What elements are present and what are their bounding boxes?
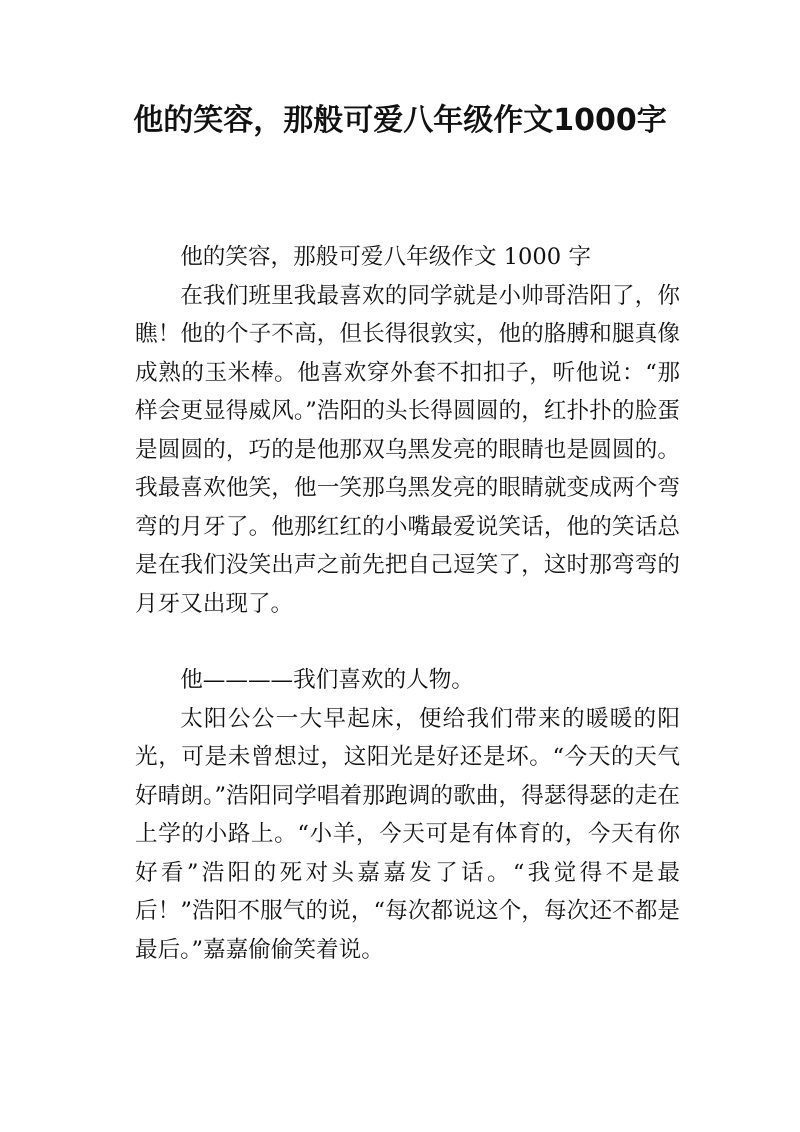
paragraph-subtitle: 他的笑容，那般可爱八年级作文 1000 字: [180, 244, 591, 270]
paragraph-story: 太阳公公一大早起床，便给我们带来的暖暖的阳光，可是未曾想过，这阳光是好还是坏。“今天的天气好晴朗。”浩阳同学唱着那跑调的歌曲，得瑟得瑟的走在上学的小路上。“小羊，今天可是有体育的，今天有你好看”浩阳的死对头嘉嘉发了话。“我觉得不是最后！”浩阳不服气的说，“每次都说这个，每次还不都是最后。”嘉嘉偷偷笑着说。: [135, 705, 680, 963]
paragraph-description: 在我们班里我最喜欢的同学就是小帅哥浩阳了，你瞧！他的个子不高，但长得很敦实，他的胳膊和腿真像成熟的玉米棒。他喜欢穿外套不扣扣子，听他说：“那样会更显得威风。”浩阳的头长得圆圆的，红扑扑的脸蛋是圆圆的，巧的是他那双乌黑发亮的眼睛也是圆圆的。我最喜欢他笑，他一笑那乌黑发亮的眼睛就变成两个弯弯的月牙了。他那红红的小嘴最爱说笑话，他的笑话总是在我们没笑出声之前先把自己逗笑了，这时那弯弯的月牙又出现了。: [135, 282, 680, 617]
document-title: 他的笑容，那般可爱八年级作文1000字: [133, 103, 667, 138]
document-body: [135, 238, 680, 969]
paragraph-heading: 他————我们喜欢的人物。: [180, 667, 474, 693]
